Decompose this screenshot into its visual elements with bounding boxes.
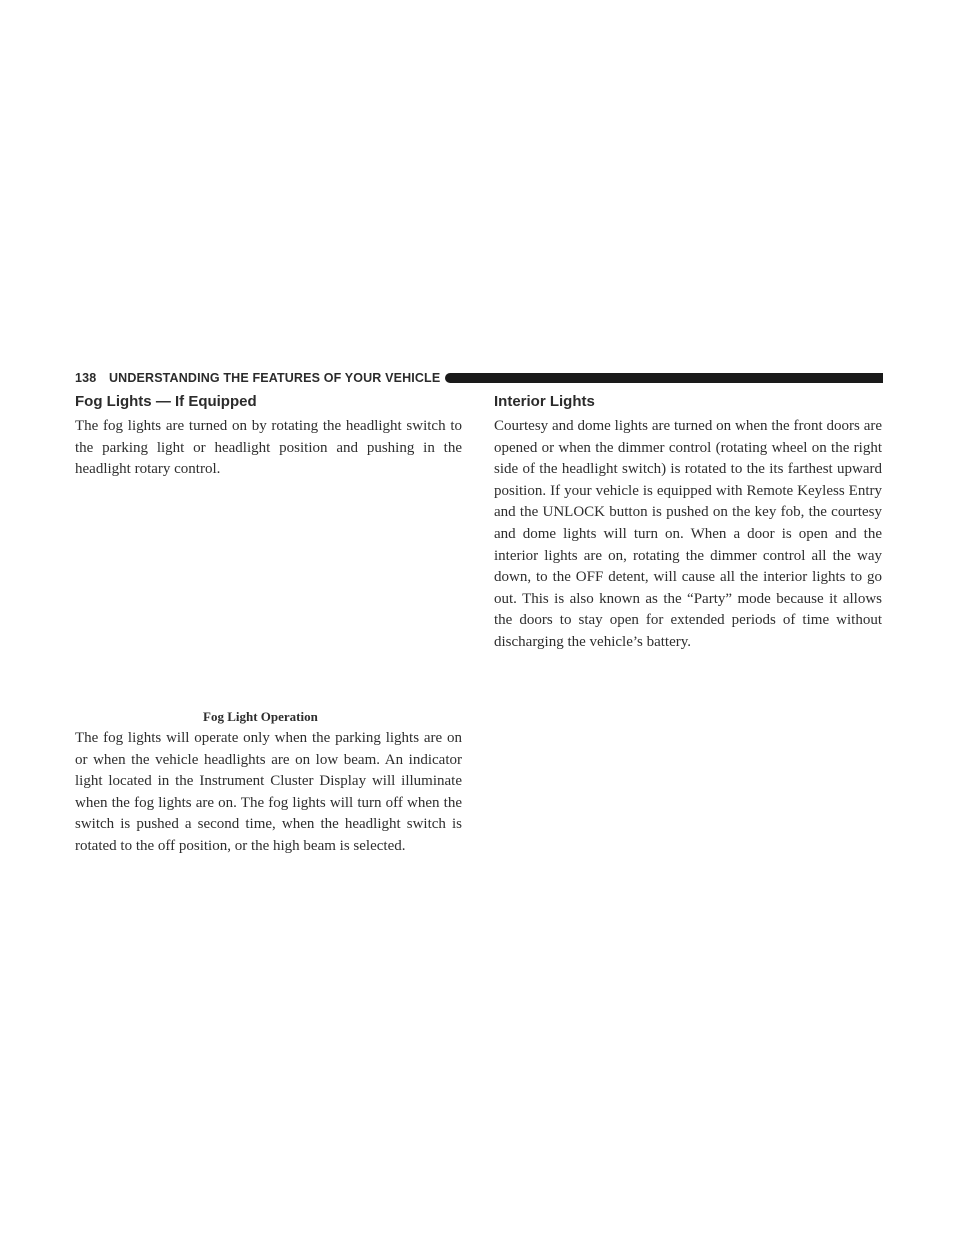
fog-light-figure [75, 490, 462, 700]
page-number: 138 [75, 371, 97, 385]
fog-lights-heading: Fog Lights — If Equipped [75, 393, 257, 410]
header-rule [445, 373, 883, 383]
interior-lights-body: Courtesy and dome lights are turned on when the front doors are opened or when the dimmer control (rotating wheel on the right side of the headlight switch) is rotated to the its farthest upward position. If your vehicle is equipped with Remote Keyless Entry and the UNLOCK button is pushed on the key fob, the courtesy and dome lights will turn on. When a door is open and the interior lights are on, rotating the dimmer control all the way down, to the OFF detent, will cause all the interior lights to go out. This is also known as the “Party” mode because it allows the doors to stay open for extended periods of time without discharging the vehicle’s battery. [494, 418, 882, 650]
page-header [75, 370, 883, 386]
figure-caption: Fog Light Operation [203, 709, 318, 724]
interior-lights-heading: Interior Lights [494, 393, 595, 410]
fog-lights-body: The fog lights will operate only when the parking lights are on or when the vehicle headlights are on low beam. An indicator light located in the Instrument Cluster Display will illuminate when the fog lights are on. The fog lights will turn off when the switch is pushed a second time, when the headlight switch is rotated to the off position, or the high beam is selected. [75, 730, 462, 854]
section-title: UNDERSTANDING THE FEATURES OF YOUR VEHICLE [109, 371, 441, 385]
fog-lights-intro: The fog lights are turned on by rotating the headlight switch to the parking light or headlight position and pushing in the headlight rotary control. [75, 418, 462, 478]
